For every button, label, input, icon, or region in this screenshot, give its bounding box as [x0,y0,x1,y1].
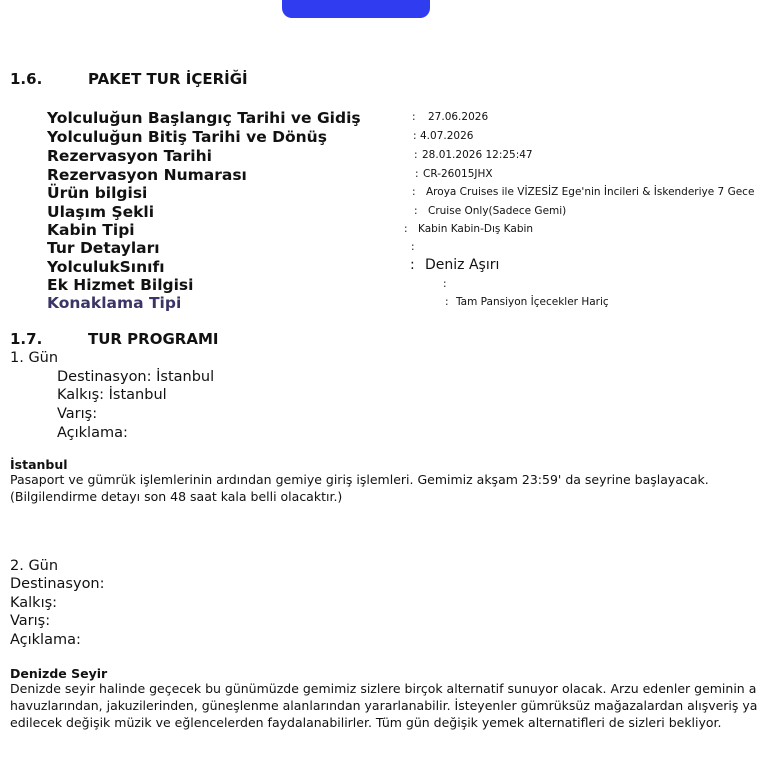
info-label: Rezervasyon Numarası [47,166,247,184]
day-subheading: Denizde Seyir [10,666,108,681]
info-row-end-date [47,127,768,145]
day-description-label: Açıklama: [10,632,81,648]
day-destination: Destinasyon: İstanbul [57,369,215,385]
info-label: Yolculuğun Başlangıç Tarihi ve Gidiş [47,109,361,127]
day-description [10,471,768,505]
info-label: Kabin Tipi [47,221,135,239]
info-label: Ek Hizmet Bilgisi [47,276,194,294]
description-line: Denizde seyir halinde geçecek bu günümüzde gemimiz sizlere birçok alternatif sunuyor olacak. Arzu edenler geminin a [10,681,757,696]
info-value: Tam Pansiyon İçecekler Hariç [456,296,609,308]
info-value: Kabin Kabin-Dış Kabin [418,223,534,235]
info-separator: : [413,130,417,142]
info-separator: : [411,241,415,253]
day-arrival: Varış: [57,406,98,422]
info-separator: : [404,223,408,235]
info-value: 4.07.2026 [420,130,474,142]
info-row-extra-services [47,275,768,293]
info-value: 28.01.2026 12:25:47 [422,149,533,161]
info-separator: : [412,186,416,198]
info-value: Cruise Only(Sadece Gemi) [428,205,567,217]
info-row-reservation-number [47,165,768,183]
day-destination: Destinasyon: [10,576,105,592]
day-arrival: Varış: [10,613,51,629]
info-label: Ürün bilgisi [47,184,148,202]
info-separator: : [443,278,447,290]
info-separator: : [445,296,449,308]
info-label: Konaklama Tipi [47,294,182,312]
day-subheading: İstanbul [10,457,68,472]
day-title: 2. Gün [10,558,59,574]
day-departure: Kalkış: İstanbul [57,387,167,403]
day-description-label: Açıklama: [57,425,128,441]
info-label: Tur Detayları [47,239,160,257]
info-row-product [47,183,768,201]
day-title: 1. Gün [10,350,59,366]
day-departure: Kalkış: [10,595,58,611]
info-label: Ulaşım Şekli [47,203,155,221]
info-row-transport [47,202,768,220]
description-line: (Bilgilendirme detayı son 48 saat kala belli olacaktır.) [10,489,343,504]
info-label: Rezervasyon Tarihi [47,147,212,165]
info-separator: : [410,257,415,273]
section-number: 1.7. [10,330,43,348]
description-line: edilecek değişik müzik ve eğlencelerden faydalanabilirler. Tüm gün değişik yemek alternatifleri de sizleri bekliyor. [10,715,722,730]
section-heading-package [10,70,248,88]
redaction-mark [282,0,430,18]
info-value: Deniz Aşırı [425,257,500,273]
info-value: CR-26015JHX [423,168,493,180]
section-title: TUR PROGRAMI [88,330,219,348]
info-separator: : [415,168,419,180]
day-description [10,680,768,731]
info-value: 27.06.2026 [428,111,489,123]
info-row-cabin-type [47,220,768,238]
info-value: Aroya Cruises ile VİZESİZ Ege'nin İncileri & İskenderiye 7 Gece [426,186,755,198]
section-heading-program [10,330,218,348]
info-row-travel-class [47,257,768,275]
section-number: 1.6. [10,70,43,88]
description-line: Pasaport ve gümrük işlemlerinin ardından gemiye giriş işlemleri. Gemimiz akşam 23:59' da seyrine başlayacak. [10,472,709,487]
info-label: YolculukSınıfı [47,258,165,276]
description-line: havuzlarından, jakuzilerinden, güneşlenme alanlarından yararlanabilir. İsteyenler gümrüksüz mağazalardan alışveriş ya [10,698,758,713]
info-label: Yolculuğun Bitiş Tarihi ve Dönüş [47,128,327,146]
info-row-tour-details [47,238,768,256]
section-title: PAKET TUR İÇERİĞİ [88,70,248,88]
info-separator: : [414,149,418,161]
info-row-reservation-date [47,146,768,164]
info-row-start-date [47,108,768,126]
info-row-accommodation [47,293,768,311]
info-separator: : [412,111,416,123]
info-separator: : [414,205,418,217]
